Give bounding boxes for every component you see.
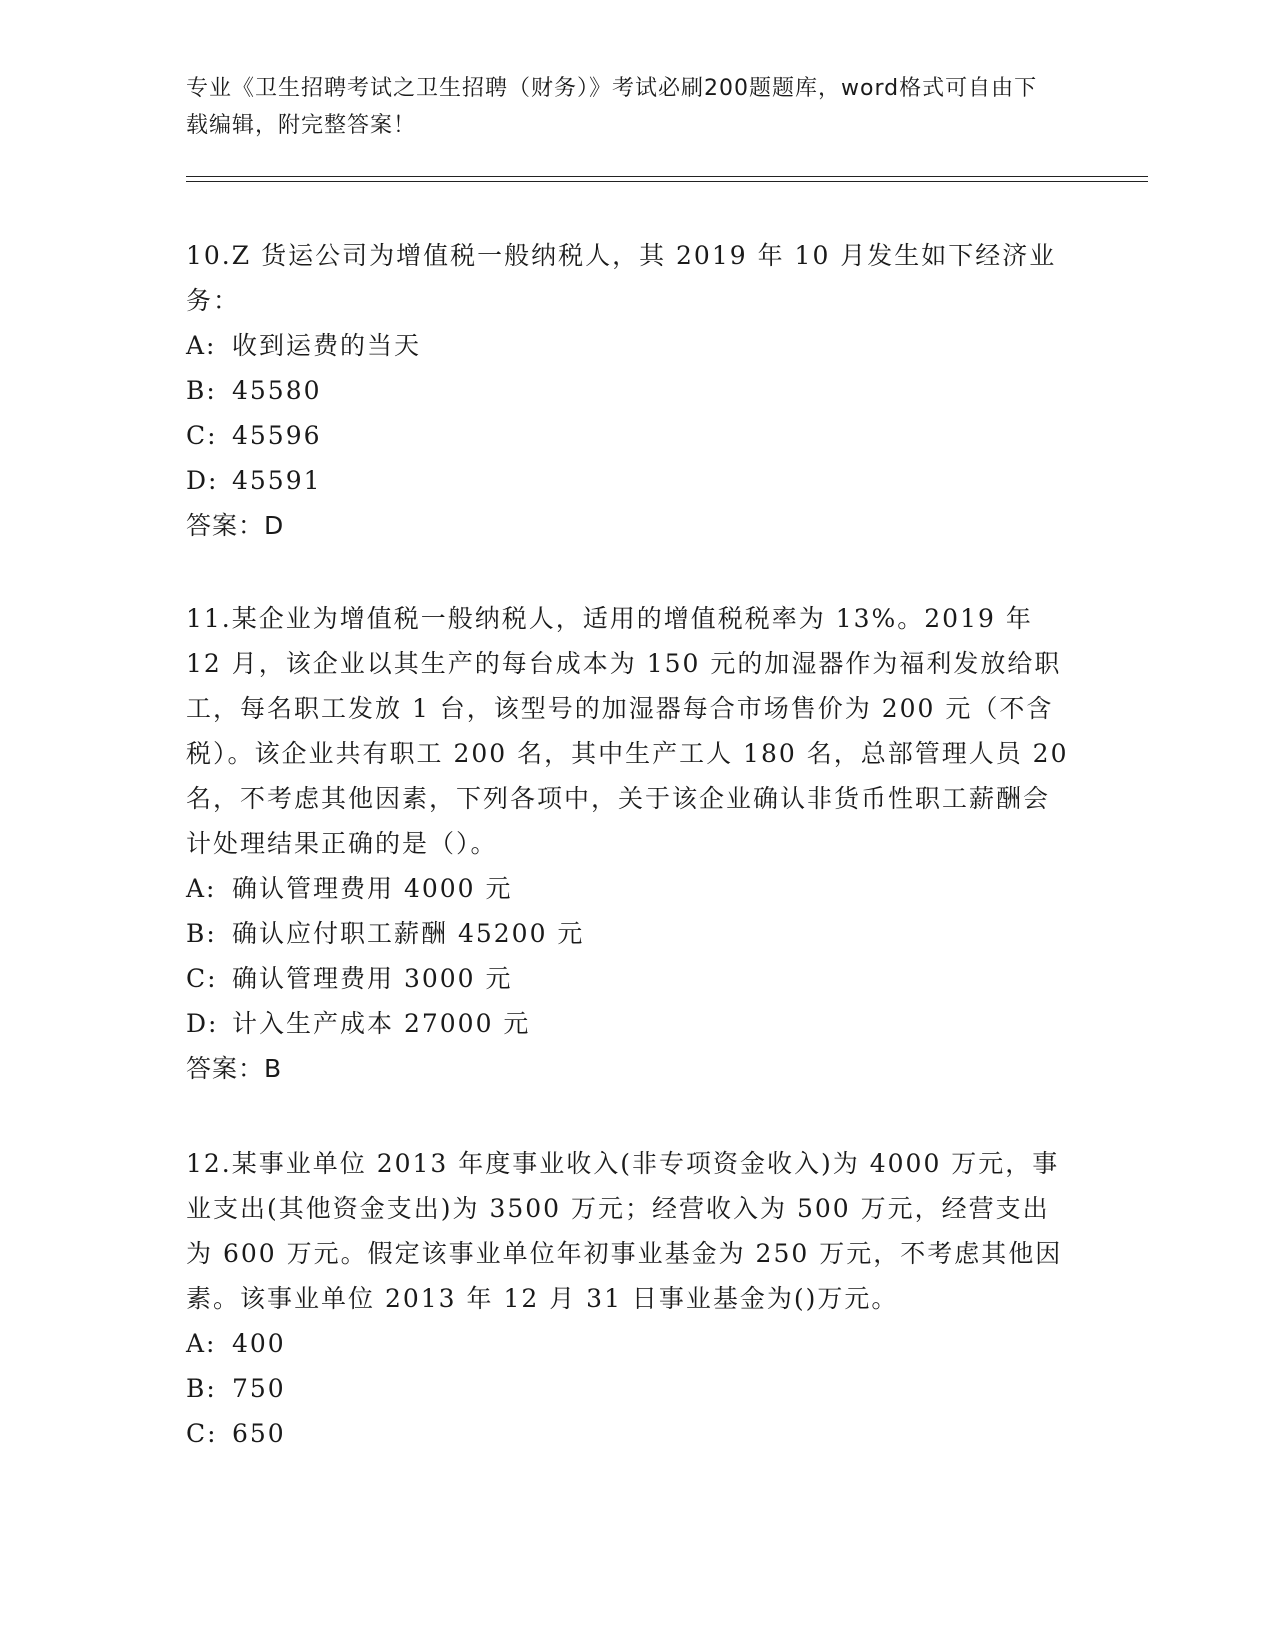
option-text: 45591 bbox=[232, 466, 322, 495]
header-divider-bottom bbox=[186, 181, 1148, 182]
question-stem: 10.Z 货运公司为增值税一般纳税人，其 2019 年 10 月发生如下经济业务： bbox=[186, 241, 1057, 315]
option-d bbox=[186, 458, 1076, 503]
question-stem: 12.某事业单位 2013 年度事业收入(非专项资金收入)为 4000 万元，事业支出(其他资金支出)为 3500 万元；经营收入为 500 万元，经营支出为 600 万元。假定该事业单位年初事业基金为 250 万元，不考虑其他因素。该事业单位 2013 年 12 月 31 日事业基金为()万元。 bbox=[186, 1149, 1063, 1313]
option-d bbox=[186, 1001, 1076, 1046]
option-text: 45580 bbox=[232, 376, 322, 405]
option-a bbox=[186, 323, 1076, 368]
option-label: A: bbox=[186, 1329, 217, 1358]
answer-line: 答案：B bbox=[186, 1054, 283, 1083]
option-label: D: bbox=[186, 1009, 219, 1038]
option-b bbox=[186, 1366, 1076, 1411]
question-11 bbox=[186, 596, 1076, 1091]
option-text: 750 bbox=[232, 1374, 286, 1403]
option-b bbox=[186, 368, 1076, 413]
question-10 bbox=[186, 233, 1076, 548]
option-label: D: bbox=[186, 466, 219, 495]
document-header: 专业《卫生招聘考试之卫生招聘（财务）》考试必刷200题题库，word格式可自由下载编辑，附完整答案！ bbox=[186, 76, 1038, 138]
option-text: 650 bbox=[232, 1419, 286, 1448]
option-c bbox=[186, 956, 1076, 1001]
question-stem: 11.某企业为增值税一般纳税人，适用的增值税税率为 13%。2019 年 12 月，该企业以其生产的每台成本为 150 元的加湿器作为福利发放给职工，每名职工发放 1 台，该型号的加湿器每合市场售价为 200 元（不含税）。该企业共有职工 200 名，其中生产工人 180 名，总部管理人员 20 名，不考虑其他因素，下列各项中，关于该企业确认非货币性职工薪酬会计处理结果正确的是（）。 bbox=[186, 604, 1069, 858]
option-label: A: bbox=[186, 331, 217, 360]
option-text: 45596 bbox=[232, 421, 322, 450]
option-label: A: bbox=[186, 874, 217, 903]
option-label: B: bbox=[186, 376, 217, 405]
option-label: B: bbox=[186, 1374, 217, 1403]
option-b bbox=[186, 911, 1076, 956]
option-a bbox=[186, 1321, 1076, 1366]
option-text: 确认应付职工薪酬 45200 元 bbox=[232, 919, 585, 948]
option-a bbox=[186, 866, 1076, 911]
option-label: C: bbox=[186, 421, 218, 450]
option-label: C: bbox=[186, 964, 218, 993]
header-divider-top bbox=[186, 176, 1148, 177]
option-label: B: bbox=[186, 919, 217, 948]
option-text: 计入生产成本 27000 元 bbox=[232, 1009, 531, 1038]
option-c bbox=[186, 1411, 1076, 1456]
option-text: 确认管理费用 3000 元 bbox=[232, 964, 513, 993]
option-text: 400 bbox=[232, 1329, 286, 1358]
option-text: 收到运费的当天 bbox=[232, 331, 422, 360]
option-text: 确认管理费用 4000 元 bbox=[232, 874, 513, 903]
question-12 bbox=[186, 1141, 1076, 1456]
answer-line: 答案：D bbox=[186, 511, 285, 540]
option-label: C: bbox=[186, 1419, 218, 1448]
option-c bbox=[186, 413, 1076, 458]
